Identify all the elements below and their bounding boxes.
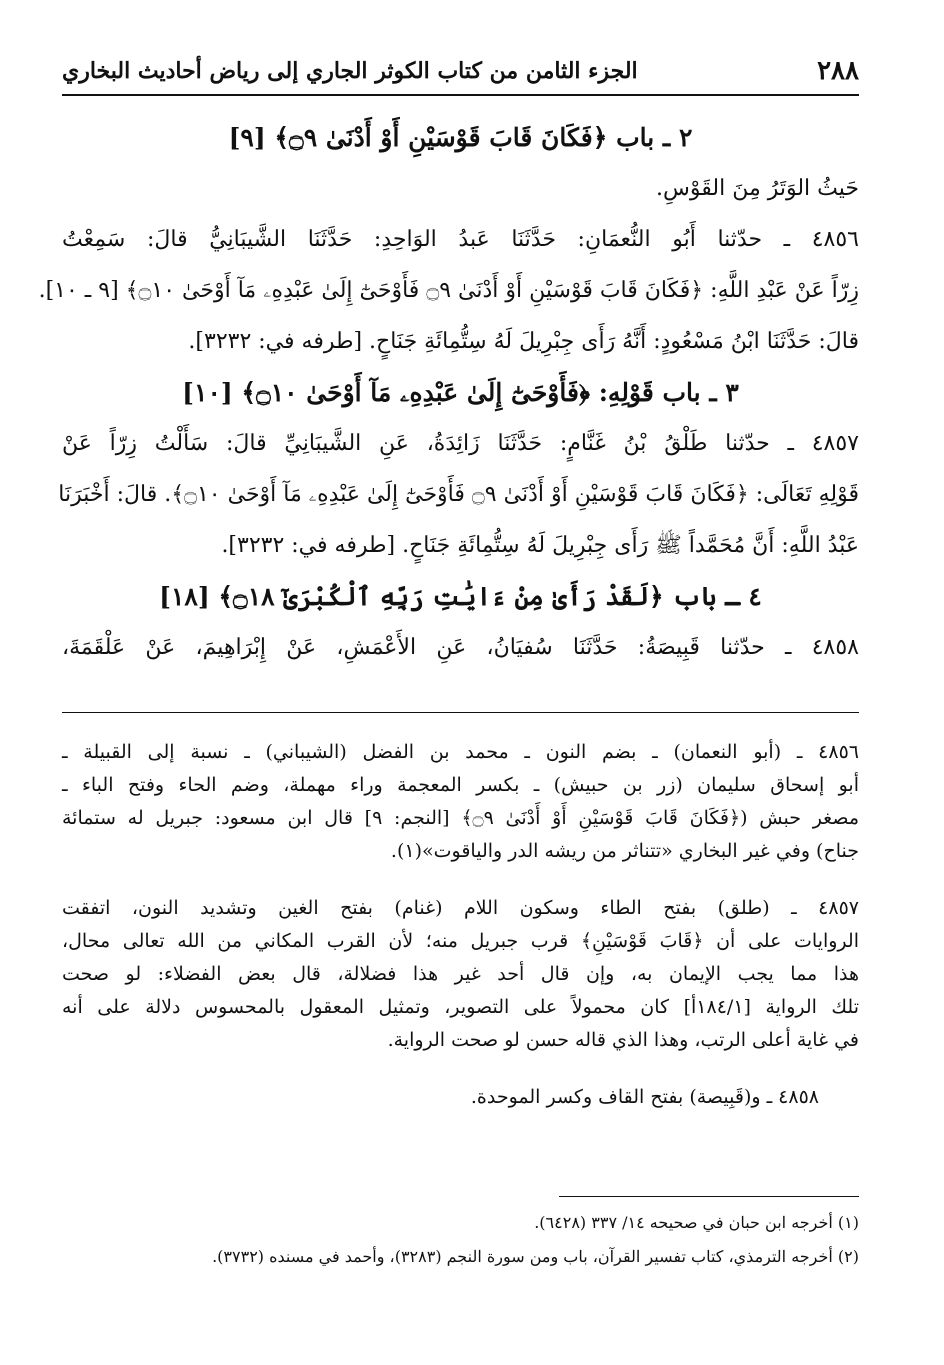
note-4857-line-1: ٤٨٥٧ ـ (طلق) بفتح الطاء وسكون اللام (غنام) بفتح الغين وتشديد النون، اتفقت — [62, 897, 859, 919]
main-text — [38, 112, 859, 673]
page-number: ٢٨٨ — [817, 56, 859, 86]
footnote-2: (٢) أخرجه الترمذي، كتاب تفسير القرآن، باب ومن سورة النجم (٣٢٨٣)، وأحمد في مسنده (٣٧٣٢). — [212, 1247, 859, 1266]
hadith-4856-line-2: زِرّاً عَنْ عَبْدِ اللَّهِ: ﴿فَكَانَ قَابَ قَوْسَيْنِ أَوْ أَدْنَىٰ ۝٩ فَأَوْحَىٰٓ إِلَىٰ عَبْدِهِۦ مَآ أَوْحَىٰ ۝١٠﴾ [٩ ـ ١٠]. — [38, 278, 859, 303]
hadith-4857-line-2: قَوْلِهِ تَعَالَى: ﴿فَكَانَ قَابَ قَوْسَيْنِ أَوْ أَدْنَىٰ ۝٩ فَأَوْحَىٰٓ إِلَىٰ عَبْدِهِۦ مَآ أَوْحَىٰ ۝١٠﴾. قالَ: أَخْبَرَنَا — [58, 482, 859, 507]
note-4857-line-4: تلك الرواية [١٨٤/١أ] كان محمولاً على التصوير، وتمثيل المعقول بالمحسوس دلالة على أنه — [62, 996, 860, 1018]
note-4857-line-2: الروايات على أن ﴿قَابَ قَوْسَيْنِ﴾ قرب جبريل منه؛ لأن القرب المكاني من الله تعالى محال، — [62, 930, 859, 952]
running-header — [62, 52, 859, 92]
hadith-4856-line-1: ٤٨٥٦ ـ حدّثنا أَبُو النُّعمَانِ: حَدَّثَنَا عَبدُ الوَاحِدِ: حَدَّثَنَا الشَّيبَانِيُّ قالَ: سَمِعْتُ — [62, 227, 859, 252]
hadith-4856-line-3: قالَ: حَدَّثَنَا ابْنُ مَسْعُودٍ: أَنَّهُ رَأَى جِبْرِيلَ لَهُ سِتُّمِائَةِ جَنَاحٍ. [طرفه في: ٣٢٣٢]. — [188, 329, 859, 354]
note-4856-line-4: جناح) وفي غير البخاري «تتناثر من ريشه الدر والياقوت»(١). — [390, 840, 859, 862]
note-4857-line-5: في غاية أعلى الرتب، وهذا الذي قاله حسن لو صحت الرواية. — [387, 1029, 859, 1051]
note-4856-line-1: ٤٨٥٦ ـ (أبو النعمان) ـ بضم النون ـ محمد بن الفضل (الشيباني) ـ نسبة إلى القبيلة ـ — [62, 741, 859, 763]
footnotes — [62, 1206, 859, 1274]
note-4857-line-3: هذا مما يجب الإيمان به، وإن قال أحد غير هذا فضلالة، قال بعض الفضلاء: لو صحت — [62, 963, 859, 985]
commentary — [62, 736, 859, 1114]
chapter-heading-4: ٤ ـ باب ﴿لَقَدْ رَأَىٰ مِنْ ءَايَٰتِ رَبِّهِ ٱلْكُبْرَىٰٓ ۝١٨﴾ [١٨] — [159, 582, 762, 611]
note-4856-line-3: مصغر حبش (﴿فَكَانَ قَابَ قَوْسَيْنِ أَوْ أَدْنَىٰ ۝٩﴾ [النجم: ٩] قال ابن مسعود: جبريل له ستمائة — [62, 807, 859, 829]
footnote-1: (١) أخرجه ابن حبان في صحيحه ١٤/ ٣٣٧ (٦٤٢٨). — [534, 1213, 859, 1232]
header-divider — [62, 94, 859, 96]
commentary-divider — [62, 712, 859, 713]
running-title: الجزء الثامن من كتاب الكوثر الجاري إلى رياض أحاديث البخاري — [62, 58, 638, 84]
note-4858: ٤٨٥٨ ـ و(قَبِيصة) بفتح القاف وكسر الموحدة. — [470, 1086, 819, 1108]
footnote-divider — [559, 1196, 859, 1197]
hadith-4857-line-3: عَبْدُ اللَّهِ: أَنَّ مُحَمَّداً ﷺ رَأَى جِبْرِيلَ لَهُ سِتُّمِائَةِ جَنَاحٍ. [طرفه في: ٣٢٣٢]. — [221, 533, 859, 558]
chapter-heading-2: ٢ ـ باب ﴿فَكَانَ قَابَ قَوْسَيْنِ أَوْ أَدْنَىٰ ۝٩﴾ [٩] — [228, 123, 693, 152]
chapter-heading-3: ٣ ـ باب قَوْلِهِ: ﴿فَأَوْحَىٰٓ إِلَىٰ عَبْدِهِۦ مَآ أَوْحَىٰ ۝١٠﴾ [١٠] — [182, 378, 739, 407]
hadith-4858-line-1: ٤٨٥٨ ـ حدّثنا قَبِيصَةُ: حَدَّثَنَا سُفيَانُ، عَنِ الأَعْمَشِ، عَنْ إِبْرَاهِيمَ، عَنْ عَلْقَمَةَ، — [62, 635, 859, 660]
note-4856-line-2: أبو إسحاق سليمان (زر بن حبيش) ـ بكسر المعجمة وراء مهملة، وضم الحاء وفتح الباء ـ — [62, 774, 859, 796]
hadith-4857-line-1: ٤٨٥٧ ـ حدّثنا طَلْقُ بْنُ غَنَّامٍ: حَدَّثَنَا زَائِدَةُ، عَنِ الشَّيبَانِيِّ قالَ: سَأَلْتُ زِرّاً عَنْ — [62, 431, 859, 456]
text-line: حَيثُ الوَتَرُ مِنَ القَوْسِ. — [656, 176, 859, 201]
